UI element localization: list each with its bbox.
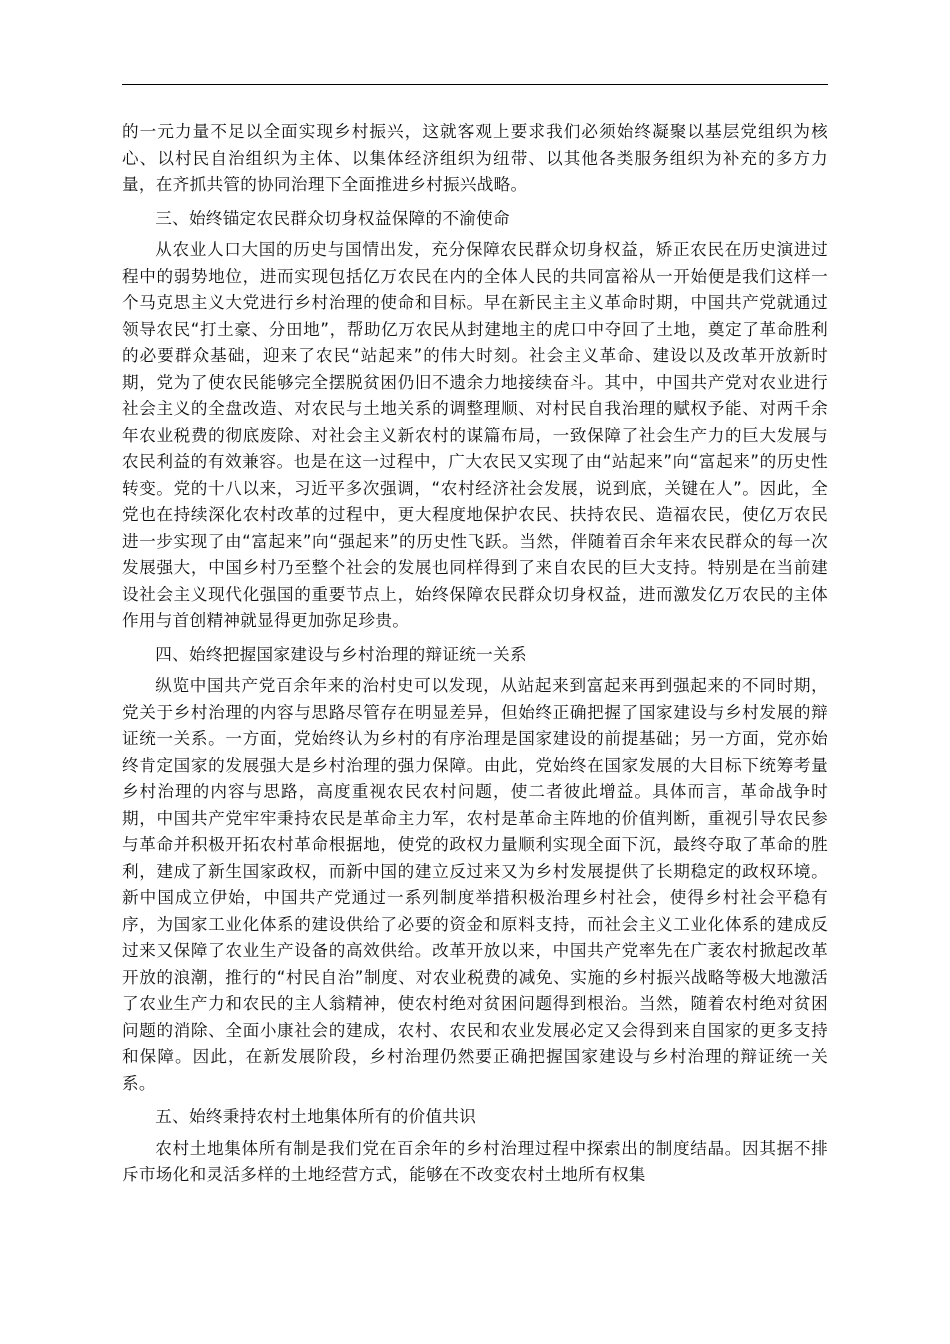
section-heading-four: 四、始终把握国家建设与乡村治理的辩证统一关系 <box>155 644 527 664</box>
section-heading-five: 五、始终秉持农村土地集体所有的价值共识 <box>155 1107 477 1126</box>
paragraph-collective-land: 农村土地集体所有制是我们党在百余年的乡村治理过程中探索出的制度结晶。因其据不排斥市场化和灵活多样的土地经营方式，能够在不改变农村土地所有权集 <box>122 1138 828 1184</box>
paragraph-continuation: 的一元力量不足以全面实现乡村振兴，这就客观上要求我们必须始终凝聚以基层党组织为核心、以村民自治组织为主体、以集体经济组织为纽带、以其他各类服务组织为补充的多方力量，在齐抓共管的协同治理下全面推进乡村振兴战略。 <box>122 122 828 194</box>
document-body <box>122 119 828 1189</box>
section-heading-three: 三、始终锚定农民群众切身权益保障的不渝使命 <box>155 208 510 228</box>
paragraph-farmers-rights: 从农业人口大国的历史与国情出发，充分保障农民群众切身权益，矫正农民在历史演进过程中的弱势地位，进而实现包括亿万农民在内的全体人民的共同富裕从一开始便是我们这样一个马克思主义大党进行乡村治理的使命和目标。早在新民主主义革命时期，中国共产党就通过领导农民“打土豪、分田地”，帮助亿万农民从封建地主的虎口中夺回了土地，奠定了革命胜利的必要群众基础，迎来了农民“站起来”的伟大时刻。社会主义革命、建设以及改革开放新时期，党为了使农民能够完全摆脱贫困仍旧不遗余力地接续奋斗。其中，中国共产党对农业进行社会主义的全盘改造、对农民与土地关系的调整理顺、对村民自我治理的赋权予能、对两千余年农业税费的彻底废除、对社会主义新农村的谋篇布局，一致保障了社会生产力的巨大发展与农民利益的有效兼容。也是在这一过程中，广大农民又实现了由“站起来”向“富起来”的历史性转变。党的十八以来，习近平多次强调，“农村经济社会发展，说到底，关键在人”。因此，全党也在持续深化农村改革的过程中，更大程度地保护农民、扶持农民、造福农民，使亿万农民进一步实现了由“富起来”向“强起来”的历史性飞跃。当然，伴随着百余年来农民群众的每一次发展强大，中国乡村乃至整个社会的发展也同样得到了来自农民的巨大支持。特别是在当前建设社会主义现代化强国的重要节点上，始终保障农民群众切身权益，进而激发亿万农民的主体作用与首创精神就显得更加弥足珍贵。 <box>122 240 828 630</box>
header-rule <box>122 84 828 85</box>
paragraph-state-and-village: 纵览中国共产党百余年来的治村史可以发现，从站起来到富起来再到强起来的不同时期，党关于乡村治理的内容与思路尽管存在明显差异，但始终正确把握了国家建设与乡村发展的辩证统一关系。一方面，党始终认为乡村的有序治理是国家建设的前提基础；另一方面，党亦始终肯定国家的发展强大是乡村治理的强力保障。由此，党始终在国家发展的大目标下统筹考量乡村治理的内容与思路，高度重视农民农村问题，使二者彼此增益。具体而言，革命战争时期，中国共产党牢牢秉持农民是革命主力军，农村是革命主阵地的价值判断，重视引导农民参与革命并积极开拓农村革命根据地，使党的政权力量顺利实现全面下沉，最终夺取了革命的胜利，建成了新生国家政权，而新中国的建立反过来又为乡村发展提供了长期稳定的政权环境。新中国成立伊始，中国共产党通过一系列制度举措积极治理乡村社会，使得乡村社会平稳有序，为国家工业化体系的建设供给了必要的资金和原料支持，而社会主义工业化体系的建成反过来又保障了农业生产设备的高效供给。改革开放以来，中国共产党率先在广袤农村掀起改革开放的浪潮，推行的“村民自治”制度、对农业税费的减免、实施的乡村振兴战略等极大地激活了农业生产力和农民的主人翁精神，使农村绝对贫困问题得到根治。当然，随着农村绝对贫困问题的消除、全面小康社会的建成，农村、农民和农业发展必定又会得到来自国家的更多支持和保障。因此，在新发展阶段，乡村治理仍然要正确把握国家建设与乡村治理的辩证统一关系。 <box>122 676 828 1093</box>
